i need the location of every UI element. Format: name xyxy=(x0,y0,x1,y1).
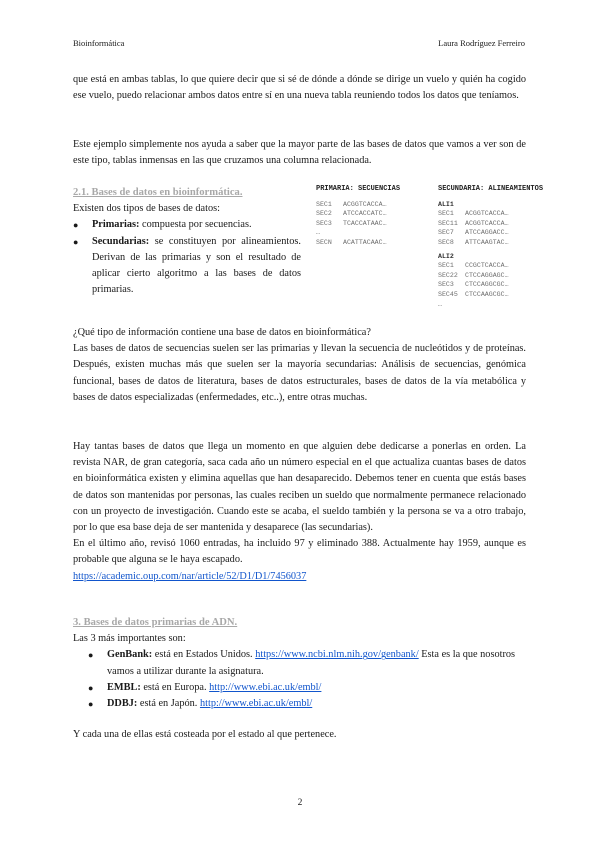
seq: ACATTACAAC… xyxy=(343,238,387,246)
seq-id: SEC1 xyxy=(438,210,454,218)
term-text: Esta es la que nosotros vamos a utilizar durante la asignatura. xyxy=(107,649,516,677)
seq: TCACCATAAC… xyxy=(343,219,387,227)
term-text: está en Estados Unidos. xyxy=(152,649,256,661)
question-line: ¿Qué tipo de información contiene una base de datos en bioinformática? xyxy=(73,327,371,338)
secondary-title: SECUNDARIA: ALINEAMIENTOS xyxy=(438,185,544,193)
seq-id: SEC11 xyxy=(438,219,458,227)
embl-link[interactable]: http://www.ebi.ac.uk/embl/ xyxy=(209,681,322,693)
bullet-icon: ● xyxy=(73,236,79,247)
bullet-icon: ● xyxy=(88,650,94,661)
list-item xyxy=(88,680,526,696)
paragraph-flights xyxy=(73,72,526,104)
seq: ATCCAGGACC… xyxy=(465,229,509,237)
header-right: Laura Rodríguez Ferreiro xyxy=(438,38,525,48)
bullet-icon: ● xyxy=(88,699,94,710)
seq: CTCCAGGAGC… xyxy=(465,271,509,279)
primary-table xyxy=(316,185,400,248)
bullet-icon: ● xyxy=(88,682,94,693)
term: DDBJ: xyxy=(107,698,138,710)
section-2-1 xyxy=(73,185,301,298)
paragraph-text: En el último año, revisó 1060 entradas, ha incluido 97 y eliminado 388. Actualmente hay 1959, aunque es probable que alguna se le haya escapado. xyxy=(73,538,526,566)
seq: ATCCACCATC… xyxy=(343,210,387,218)
seq: ATTCAAGTAC… xyxy=(465,238,509,246)
paragraph-nar xyxy=(73,439,526,585)
paragraph-text: que está en ambas tablas, lo que quiere decir que si sé de dónde a dónde se dirige un vuelo y quién ha cogido ese vuelo, puedo relacionar ambos datos entre sí en una nueva tabla reuniendo todos los datos que teníamos. xyxy=(73,74,526,102)
header-left: Bioinformática xyxy=(73,38,125,48)
seq-id: SEC45 xyxy=(438,290,458,298)
seq: CTCCAGGCGC… xyxy=(465,281,509,289)
seq-id: SECN xyxy=(316,238,332,246)
nar-link[interactable]: https://academic.oup.com/nar/article/52/D1/D1/7456037 xyxy=(73,570,307,582)
seq-id: … xyxy=(316,229,320,237)
paragraph-example xyxy=(73,137,526,169)
seq-id: SEC22 xyxy=(438,271,458,279)
seq-id: SEC3 xyxy=(316,219,332,227)
list-item xyxy=(88,696,526,712)
seq-id: SEC1 xyxy=(438,262,454,270)
paragraph-text: Hay tantas bases de datos que llega un momento en que alguien debe dedicarse a ponerlas en orden. La revista NAR, de gran categoría, saca cada año un número especial en el que actualiza cuantas bases de datos en bioinformática existen y elimina aquellas que han desaparecido. Debemos tener en cuenta que estás bases de datos son mantenidas por personas, las cuales reciben un sueldo que normalmente permanece relacionado con un proyecto de investigación. Cuando este se acaba, el sueldo también y la persona se va a otro trabajo, por lo que esa base deja de ser mantenida y desaparece (las secundarias). xyxy=(73,441,526,534)
seq-id: SEC2 xyxy=(316,210,332,218)
db-types-list xyxy=(73,217,301,298)
seq: ACGGTCACCA… xyxy=(465,210,509,218)
list-item xyxy=(73,217,301,233)
seq-id: SEC3 xyxy=(438,281,454,289)
term-text: está en Europa. xyxy=(140,681,210,693)
primary-title: PRIMARIA: SECUENCIAS xyxy=(316,185,401,193)
section-heading: 3. Bases de datos primarias de ADN. xyxy=(73,617,238,628)
paragraph-text: Las bases de datos de secuencias suelen ser las primarias y llevan la secuencia de nucleótidos y de proteínas. Después, existen muchas más que suelen ser la mayoría secundarias: Análisis de secuencias, genómica funcional, bases de datos de literatura, bases de datos estructurales, bases de datos de la vía metabólica y bases de datos especializadas (enfermedades, etc..), entre otras muchas. xyxy=(73,343,526,403)
paragraph-info xyxy=(73,325,526,406)
seq: ACGGTCACCA… xyxy=(343,200,387,208)
group-name: ALI2 xyxy=(438,252,454,260)
seq-id: SEC7 xyxy=(438,229,454,237)
genbank-link[interactable]: https://www.ncbi.nlm.nih.gov/genbank/ xyxy=(255,649,419,661)
paragraph-text: Este ejemplo simplemente nos ayuda a saber que la mayor parte de las bases de datos que vamos a ver son de este tipo, tablas inmensas en las que cruzamos una columna relacionada. xyxy=(73,139,526,167)
term: Secundarias: xyxy=(92,235,150,247)
term-text: se constituyen por alineamientos. Derivan de las primarias y son el resultado de aplicar cierto algoritmo a las bases de datos primarias. xyxy=(92,235,301,296)
seq-id: … xyxy=(438,300,442,308)
page-number: 2 xyxy=(297,798,303,808)
seq-id: SEC8 xyxy=(438,238,454,246)
section-heading: 2.1. Bases de datos en bioinformática. xyxy=(73,187,243,198)
dna-db-list xyxy=(88,647,526,712)
term: GenBank: xyxy=(107,649,153,661)
paragraph-funding xyxy=(73,727,526,743)
bullet-icon: ● xyxy=(73,220,79,231)
term: EMBL: xyxy=(107,681,141,693)
seq: ACGGTCACCA… xyxy=(465,219,509,227)
list-item xyxy=(88,647,526,679)
section-3 xyxy=(73,615,526,712)
term: Primarias: xyxy=(92,219,140,231)
term-text: está en Japón. xyxy=(137,698,200,710)
section-intro: Existen dos tipos de bases de datos: xyxy=(73,203,220,215)
section-intro: Las 3 más importantes son: xyxy=(73,633,186,645)
seq: CCGCTCACCA… xyxy=(465,262,509,270)
ddbj-link[interactable]: http://www.ebi.ac.uk/embl/ xyxy=(199,698,313,710)
secondary-table xyxy=(438,185,543,309)
list-item xyxy=(73,234,301,299)
seq-id: SEC1 xyxy=(316,200,332,208)
term-text: compuesta por secuencias. xyxy=(139,219,252,231)
group-name: ALI1 xyxy=(438,200,454,208)
seq: CTCCAAGCGC… xyxy=(465,290,509,298)
paragraph-text: Y cada una de ellas está costeada por el estado al que pertenece. xyxy=(73,729,337,740)
